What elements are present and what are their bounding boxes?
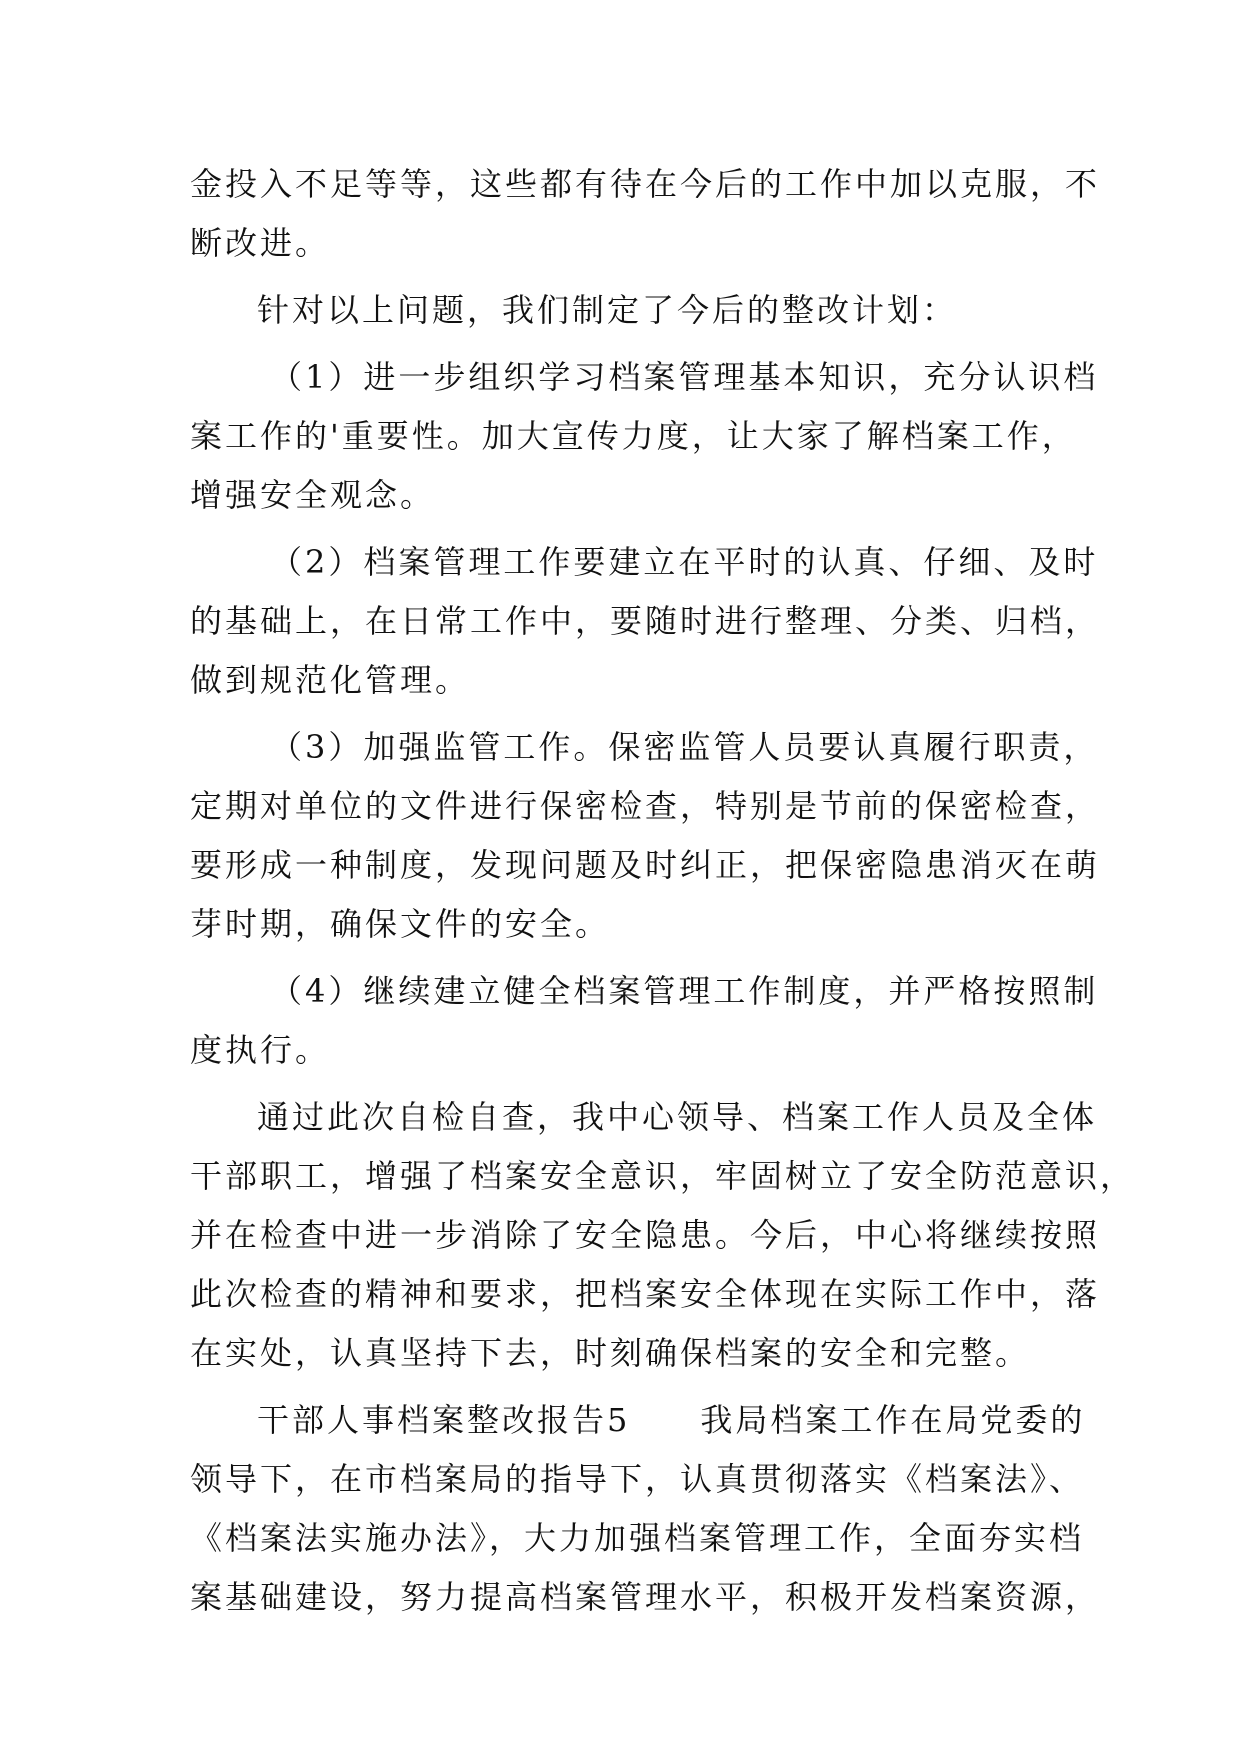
paragraph-line: 干部职工，增强了档案安全意识，牢固树立了安全防范意识， bbox=[190, 1157, 1136, 1195]
paragraph-line: 《档案法实施办法》，大力加强档案管理工作，全面夯实档 bbox=[190, 1519, 1085, 1557]
paragraph-line: 金投入不足等等，这些都有待在今后的工作中加以克服，不 bbox=[190, 165, 1101, 203]
paragraph-line: 领导下，在市档案局的指导下，认真贯彻落实《档案法》、 bbox=[190, 1460, 1085, 1498]
paragraph-line: 定期对单位的文件进行保密检查，特别是节前的保密检查， bbox=[190, 787, 1101, 825]
paragraph-line: 做到规范化管理。 bbox=[190, 661, 471, 699]
paragraph-line: 针对以上问题，我们制定了今后的整改计划： bbox=[257, 291, 958, 329]
paragraph-line: 断改进。 bbox=[190, 224, 331, 262]
paragraph-line: 的基础上，在日常工作中，要随时进行整理、分类、归档， bbox=[190, 602, 1101, 640]
paragraph-line: 案基础建设，努力提高档案管理水平，积极开发档案资源， bbox=[190, 1578, 1101, 1616]
paragraph-line: 此次检查的精神和要求，把档案安全体现在实际工作中，落 bbox=[190, 1275, 1101, 1313]
paragraph-line: （1）进一步组织学习档案管理基本知识，充分认识档 bbox=[270, 358, 1099, 396]
document-body bbox=[190, 155, 1136, 1627]
paragraph-line: 芽时期，确保文件的安全。 bbox=[190, 905, 611, 943]
paragraph-line: （2）档案管理工作要建立在平时的认真、仔细、及时 bbox=[270, 543, 1099, 581]
paragraph-line: （4）继续建立健全档案管理工作制度，并严格按照制 bbox=[270, 972, 1099, 1010]
paragraph-line: 案工作的'重要性。加大宣传力度，让大家了解档案工作， bbox=[190, 417, 1077, 455]
paragraph-line: 增强安全观念。 bbox=[190, 476, 436, 514]
paragraph-line: 度执行。 bbox=[190, 1031, 331, 1069]
paragraph-line: 要形成一种制度，发现问题及时纠正，把保密隐患消灭在萌 bbox=[190, 846, 1101, 884]
paragraph-line: 并在检查中进一步消除了安全隐患。今后，中心将继续按照 bbox=[190, 1216, 1101, 1254]
paragraph-line: 通过此次自检自查，我中心领导、档案工作人员及全体 bbox=[257, 1098, 1098, 1136]
paragraph-line: 干部人事档案整改报告5 我局档案工作在局党委的 bbox=[257, 1401, 1086, 1439]
paragraph-line: 在实处，认真坚持下去，时刻确保档案的安全和完整。 bbox=[190, 1334, 1031, 1372]
paragraph-line: （3）加强监管工作。保密监管人员要认真履行职责， bbox=[270, 728, 1099, 766]
